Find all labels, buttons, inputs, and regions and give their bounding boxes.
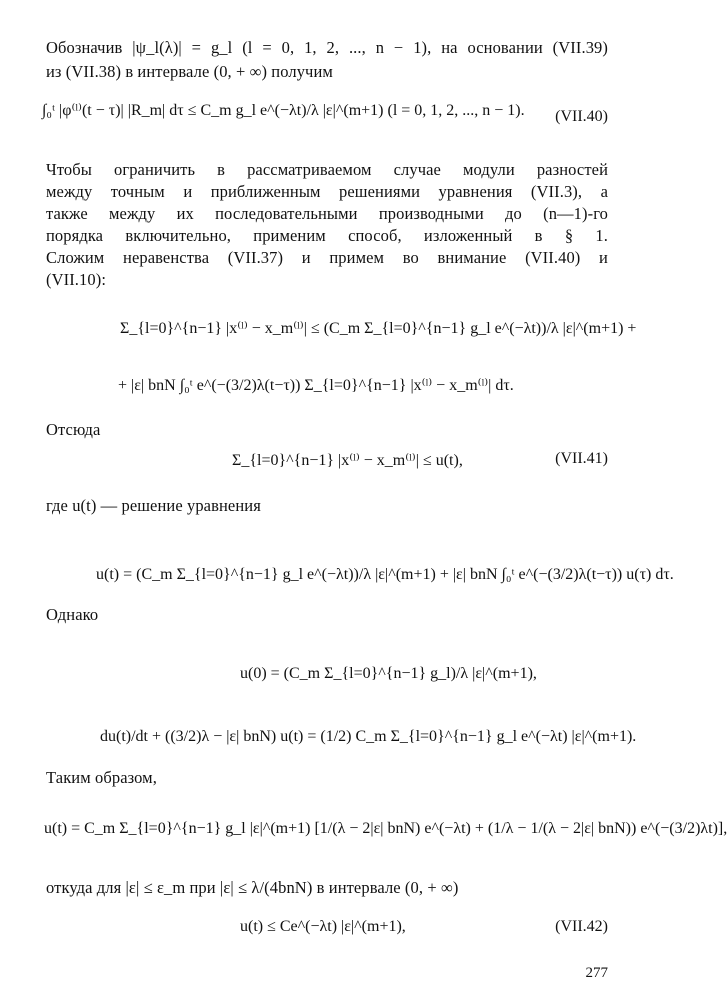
label-odnako: Однако (46, 605, 99, 624)
label-takim-obrazom: Таким образом, (46, 768, 157, 787)
equation-u-integral: u(t) = (C_m Σ_{l=0}^{n−1} g_l e^(−λt))/λ |ε|^(m+1) + |ε| bnN ∫₀ᵗ e^(−(3/2)λ(t−τ)) u(τ) dτ. (96, 566, 674, 583)
para2-line1-text: Чтобы ограничить в рассматриваемом случае модули разностей (46, 160, 608, 179)
equation-sum-line-1: Σ_{l=0}^{n−1} |x⁽ˡ⁾ − x_m⁽ˡ⁾| ≤ (C_m Σ_{l=0}^{n−1} g_l e^(−λt))/λ |ε|^(m+1) + (120, 320, 637, 337)
equation-sum-line-2: + |ε| bnN ∫₀ᵗ e^(−(3/2)λ(t−τ)) Σ_{l=0}^{n−1} |x⁽ˡ⁾ − x_m⁽ˡ⁾| dτ. (118, 377, 514, 394)
paragraph-2-line-5 (46, 248, 608, 268)
para1-line1-text: Обозначив |ψ_l(λ)| = g_l (l = 0, 1, 2, ..., n − 1), на основании (VII.39) (46, 38, 608, 57)
para2-line4-text: порядка включительно, применим способ, изложенный в § 1. (46, 226, 608, 245)
equation-vii-42: u(t) ≤ Ce^(−λt) |ε|^(m+1), (240, 918, 406, 935)
para2-line3-text: также между их последовательными производными до (n—1)-го (46, 204, 608, 223)
equation-u-solution: u(t) = C_m Σ_{l=0}^{n−1} g_l |ε|^(m+1) [1/(λ − 2|ε| bnN) e^(−λt) + (1/λ − 1/(λ − 2|ε| bnN)) e^(−(3/2)λt)], (44, 820, 727, 837)
label-otkuda: откуда для |ε| ≤ ε_m при |ε| ≤ λ/(4bnN) в интервале (0, + ∞) (46, 878, 459, 897)
paragraph-2-line-6: (VII.10): (46, 270, 107, 289)
equation-number-vii-41: (VII.41) (555, 450, 608, 467)
paragraph-2-line-4 (46, 226, 608, 246)
equation-du-dt: du(t)/dt + ((3/2)λ − |ε| bnN) u(t) = (1/2) C_m Σ_{l=0}^{n−1} g_l e^(−λt) |ε|^(m+1). (100, 728, 637, 745)
para2-line2-text: между точным и приближенным решениями уравнения (VII.3), а (46, 182, 608, 201)
equation-vii-40: ∫₀ᵗ |φ⁽ˡ⁾(t − τ)| |R_m| dτ ≤ C_m g_l e^(−λt)/λ |ε|^(m+1) (l = 0, 1, 2, ..., n − 1). (42, 102, 525, 119)
equation-u0: u(0) = (C_m Σ_{l=0}^{n−1} g_l)/λ |ε|^(m+1), (240, 665, 537, 682)
label-gde: где u(t) — решение уравнения (46, 496, 261, 515)
equation-number-vii-42: (VII.42) (555, 918, 608, 935)
paragraph-2-line-2 (46, 182, 608, 202)
paragraph-2-line-3 (46, 204, 608, 224)
equation-vii-41: Σ_{l=0}^{n−1} |x⁽ˡ⁾ − x_m⁽ˡ⁾| ≤ u(t), (232, 452, 463, 469)
page-number: 277 (585, 965, 608, 981)
para2-line5-text: Сложим неравенства (VII.37) и примем во внимание (VII.40) и (46, 248, 608, 267)
equation-number-vii-40: (VII.40) (555, 108, 608, 125)
label-otsyuda: Отсюда (46, 420, 101, 439)
paragraph-1-line-2: из (VII.38) в интервале (0, + ∞) получим (46, 62, 333, 81)
paragraph-1-line-1 (46, 38, 608, 58)
paragraph-2-line-1 (46, 160, 608, 180)
